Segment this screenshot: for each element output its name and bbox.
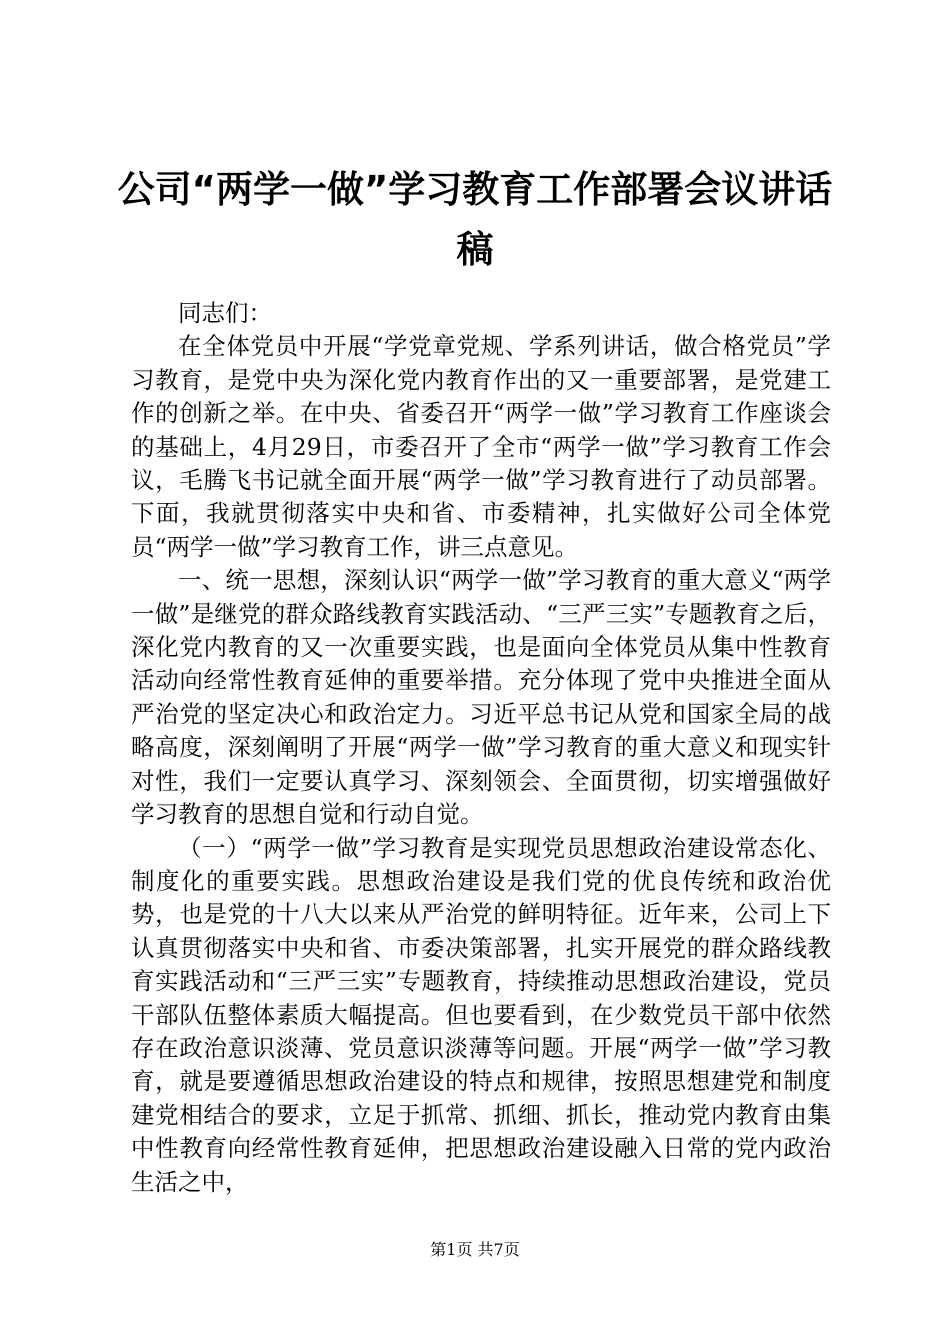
paragraph: 在全体党员中开展“学党章党规、学系列讲话，做合格党员”学习教育，是党中央为深化党内教育作出的又一重要部署，是党建工作的创新之举。在中央、省委召开“两学一做”学习教育工作座谈会的基础上，4月29日，市委召开了全市“两学一做”学习教育工作会议，毛腾飞书记就全面开展“两学一做”学习教育进行了动员部署。下面，我就贯彻落实中央和省、市委精神，扎实做好公司全体党员“两学一做”学习教育工作，讲三点意见。 bbox=[131, 332, 831, 561]
paragraph: （一）“两学一做”学习教育是实现党员思想政治建设常态化、制度化的重要实践。思想政治建设是我们党的优良传统和政治优势，也是党的十八大以来从严治党的鲜明特征。近年来，公司上下认真贯彻落实中央和省、市委决策部署，扎实开展党的群众路线教育实践活动和“三严三实”专题教育，持续推动思想政治建设，党员干部队伍整体素质大幅提高。但也要看到，在少数党员干部中依然存在政治意识淡薄、党员意识淡薄等问题。开展“两学一做”学习教育，就是要遵循思想政治建设的特点和规律，按照思想建党和制度建党相结合的要求，立足于抓常、抓细、抓长，推动党内教育由集中性教育向经常性教育延伸，把思想政治建设融入日常的党内政治生活之中， bbox=[131, 833, 831, 1196]
document-body bbox=[131, 297, 831, 1199]
document-title: 公司“两学一做”学习教育工作部署会议讲话稿 bbox=[117, 168, 833, 271]
paragraph-salutation: 同志们： bbox=[178, 299, 272, 327]
page-footer: 第1页 共7页 bbox=[430, 1240, 520, 1259]
paragraph: 一、统一思想，深刻认识“两学一做”学习教育的重大意义“两学一做”是继党的群众路线教育实践活动、“三严三实”专题教育之后，深化党内教育的又一次重要实践，也是面向全体党员从集中性教育活动向经常性教育延伸的重要举措。充分体现了党中央推进全面从严治党的坚定决心和政治定力。习近平总书记从党和国家全局的战略高度，深刻阐明了开展“两学一做”学习教育的重大意义和现实针对性，我们一定要认真学习、深刻领会、全面贯彻，切实增强做好学习教育的思想自觉和行动自觉。 bbox=[131, 566, 831, 829]
